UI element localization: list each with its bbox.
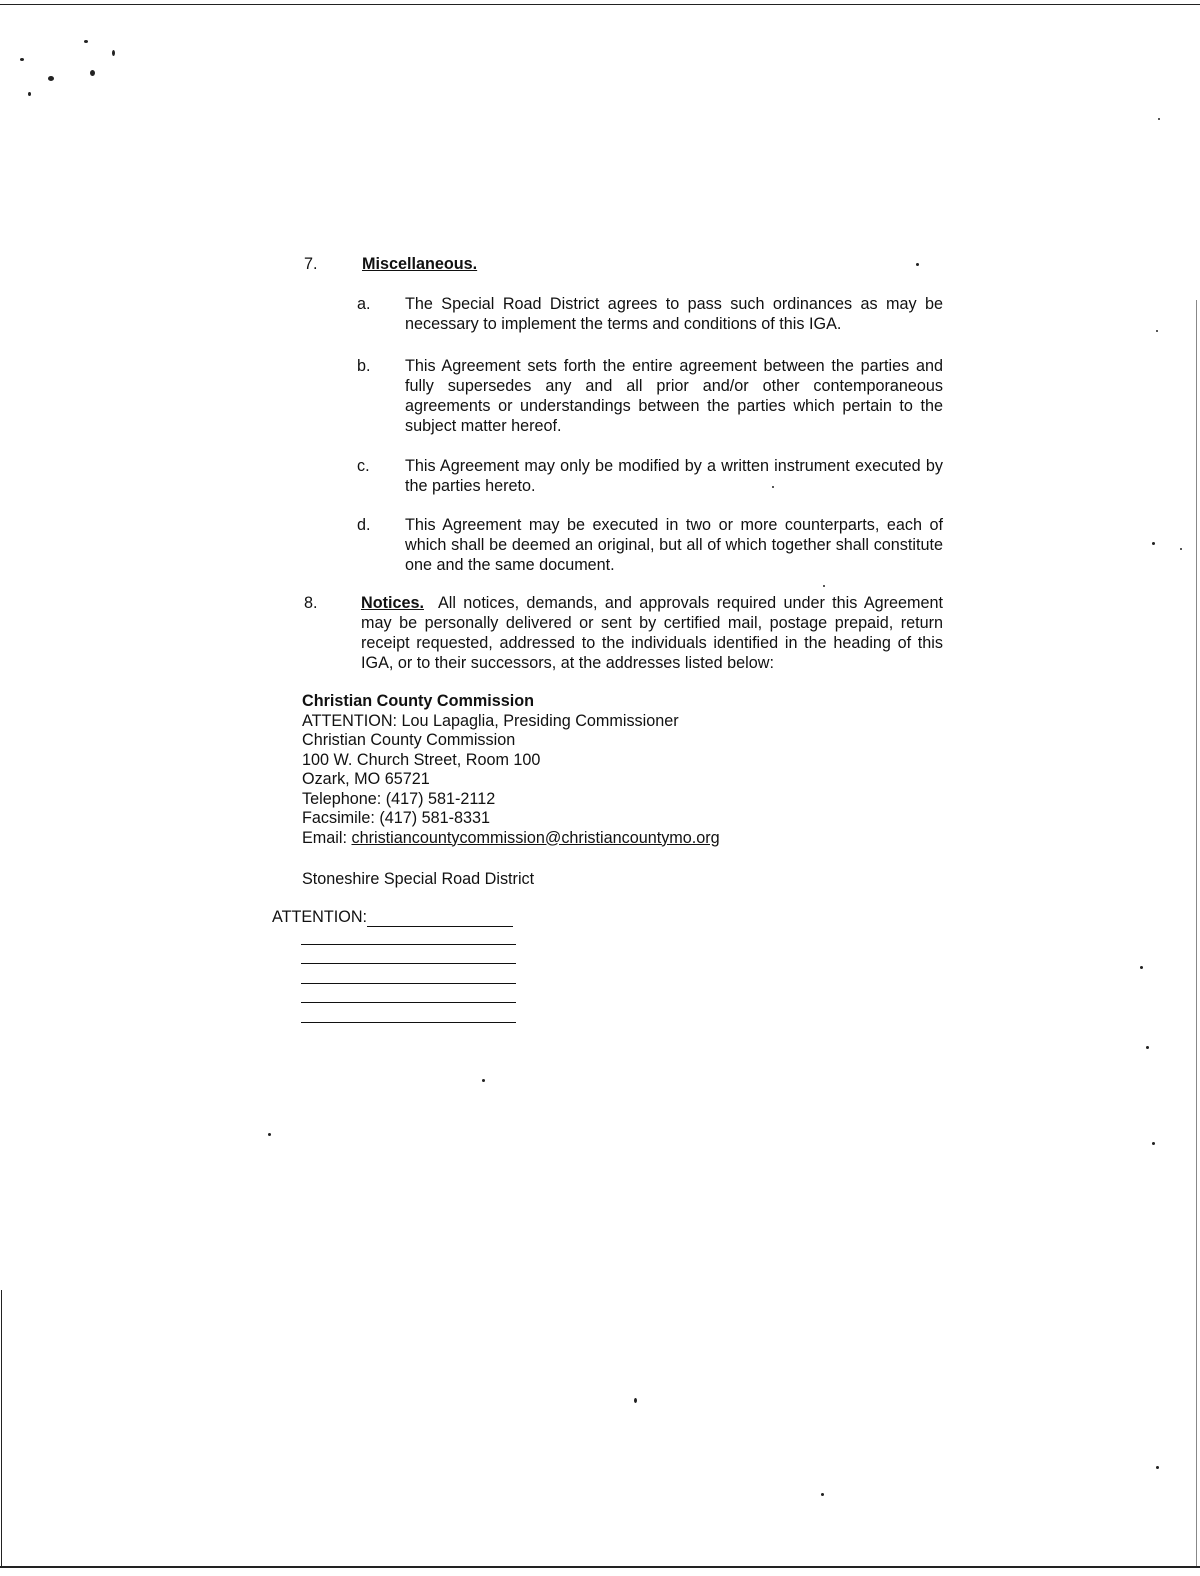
address-telephone: Telephone: (417) 581-2112 xyxy=(302,789,496,808)
scan-speck xyxy=(28,92,31,96)
scan-speck xyxy=(1140,966,1143,969)
scan-speck xyxy=(916,263,919,266)
section-number: 8. xyxy=(304,594,318,612)
email-link[interactable]: christiancountycommission@christiancountymo.org xyxy=(351,828,720,847)
address-blank-line xyxy=(301,963,516,964)
scan-speck xyxy=(482,1079,485,1082)
scan-speck xyxy=(1156,330,1158,332)
item-text: This Agreement may be executed in two or more counterparts, each of which shall be deemed an original, but all of which together shall constitute one and the same document. xyxy=(405,516,943,574)
scan-speck xyxy=(112,50,115,56)
page-border-left xyxy=(1,1290,2,1566)
attention-label: ATTENTION: xyxy=(272,908,368,926)
scan-speck xyxy=(1152,1142,1155,1145)
section-heading: Miscellaneous. xyxy=(362,255,478,273)
scan-speck xyxy=(1158,118,1160,120)
section-number: 7. xyxy=(304,255,318,273)
scan-speck xyxy=(84,40,88,43)
item-letter: d. xyxy=(357,516,371,534)
commission-address xyxy=(302,691,902,847)
scan-speck xyxy=(1152,542,1155,545)
address-city: Ozark, MO 65721 xyxy=(302,770,430,788)
address-org: Christian County Commission xyxy=(302,692,535,710)
district-attention xyxy=(272,907,513,927)
scan-speck xyxy=(48,76,54,81)
scan-speck xyxy=(1146,1046,1149,1049)
district-name: Stoneshire Special Road District xyxy=(302,870,535,888)
address-name: Christian County Commission xyxy=(302,731,516,749)
notices-paragraph xyxy=(361,593,943,673)
scan-speck xyxy=(821,1493,824,1496)
attention-blank-line xyxy=(367,910,513,927)
scan-speck xyxy=(1180,548,1182,550)
page-border-bottom xyxy=(0,1566,1200,1568)
address-blank-line xyxy=(301,944,516,945)
address-attention: ATTENTION: Lou Lapaglia, Presiding Commissioner xyxy=(302,711,679,730)
scan-speck xyxy=(268,1133,271,1136)
page-border-top xyxy=(0,4,1200,5)
address-facsimile: Facsimile: (417) 581-8331 xyxy=(302,809,491,827)
item-text: This Agreement sets forth the entire agreement between the parties and fully supersedes any and all prior and/or other contemporaneous agreements or understandings between the parties which pertain to the subject matter hereof. xyxy=(405,357,943,435)
address-email-row xyxy=(302,828,902,848)
item-letter: b. xyxy=(357,357,371,375)
item-text: The Special Road District agrees to pass such ordinances as may be necessary to implement the terms and conditions of this IGA. xyxy=(405,295,943,333)
address-blank-line xyxy=(301,983,516,984)
scan-speck xyxy=(90,70,95,76)
address-blank-line xyxy=(301,1022,516,1023)
scan-speck xyxy=(634,1398,637,1403)
section-heading: Notices. xyxy=(361,594,424,612)
address-street: 100 W. Church Street, Room 100 xyxy=(302,750,541,769)
item-letter: c. xyxy=(357,457,370,475)
page-border-right xyxy=(1196,300,1197,1566)
notices-text: All notices, demands, and approvals required under this Agreement may be personally delivered or sent by certified mail, postage prepaid, return receipt requested, addressed to the individuals identified in the heading of this IGA, or to their successors, at the addresses listed below: xyxy=(361,594,943,672)
email-label: Email: xyxy=(302,828,352,847)
item-letter: a. xyxy=(357,295,371,313)
address-blank-line xyxy=(301,1002,516,1003)
scan-speck xyxy=(20,58,24,61)
item-text: This Agreement may only be modified by a written instrument executed by the parties hereto. xyxy=(405,457,943,495)
scan-speck xyxy=(1156,1466,1159,1469)
scan-speck xyxy=(823,585,825,587)
